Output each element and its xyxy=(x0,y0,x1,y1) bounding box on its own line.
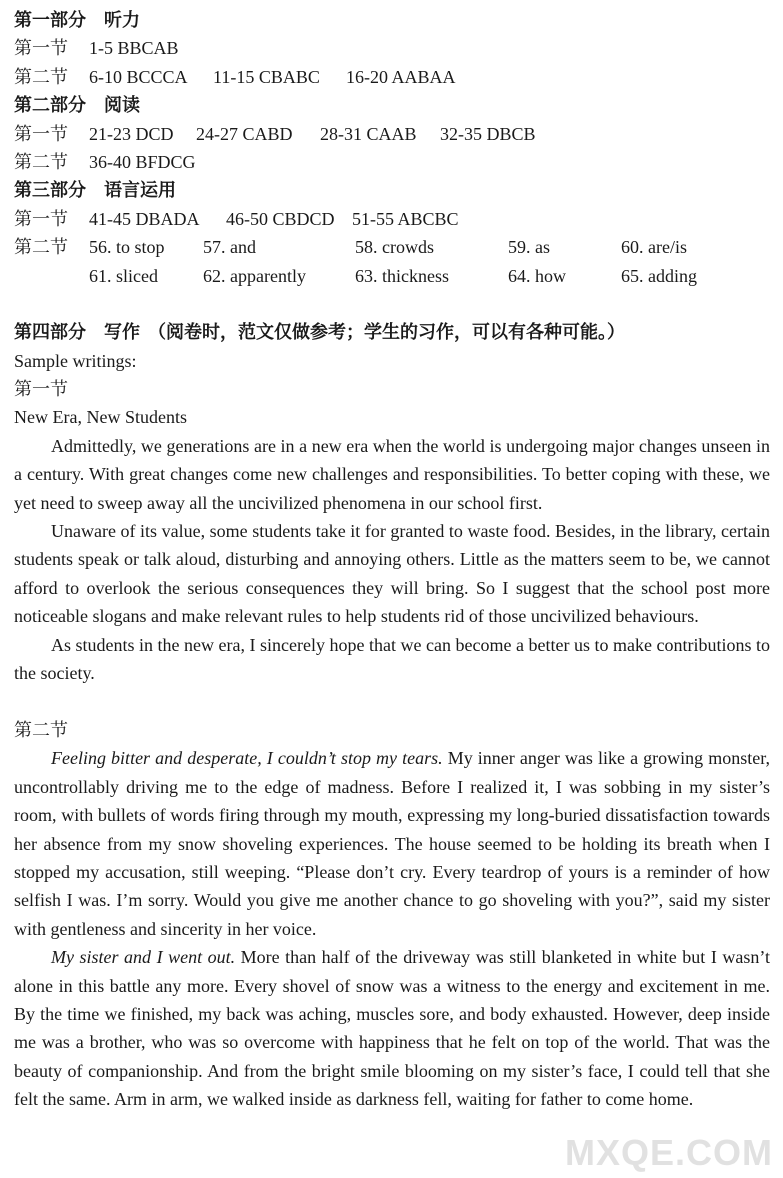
answer-item: 60. are/is xyxy=(621,237,687,258)
answers: 36-40 BFDCG xyxy=(89,151,196,172)
answers: 1-5 BBCAB xyxy=(89,38,179,59)
answer-key-document xyxy=(14,6,770,1114)
watermark-logo: MXQE.COM xyxy=(564,1132,773,1173)
answer-item: 61. sliced xyxy=(89,265,158,286)
essay1-paragraph: As students in the new era, I sincerely hope that we can become a better us to make contributions to the society. xyxy=(14,634,770,684)
spacer xyxy=(14,688,770,716)
part4-title: 第四部分 xyxy=(14,322,86,343)
essay-title: New Era, New Students xyxy=(14,407,187,428)
part1-title: 第一部分 xyxy=(14,10,86,30)
part1-section1 xyxy=(14,34,770,62)
part3-section2-row1 xyxy=(14,233,770,261)
answers: 32-35 DBCB xyxy=(440,123,536,144)
part3-title: 第三部分 xyxy=(14,180,86,201)
part4-section2-label: 第二节 xyxy=(14,719,68,740)
section-label: 第一节 xyxy=(14,38,68,59)
answer-item: 59. as xyxy=(508,237,550,258)
answer-item: 58. crowds xyxy=(355,237,434,258)
part3-name: 语言运用 xyxy=(104,180,176,201)
part1-section2 xyxy=(14,63,770,91)
essay1-paragraph: Unaware of its value, some students take it for granted to waste food. Besides, in the library, certain students speak or talk aloud, disturbing and annoying others. Little as the matters seem to be, we cannot afford to overlook the serious consequences they will bring. So I suggest that the school post more noticeable slogans and make relevant rules to help students rid of those uncivilized behaviours. xyxy=(14,521,770,627)
part2-section2 xyxy=(14,148,770,176)
part4-note: （阅卷时，范文仅做参考；学生的习作，可以有各种可能。） xyxy=(148,322,625,343)
part2-section1 xyxy=(14,120,770,148)
section-label: 第二节 xyxy=(14,237,68,258)
essay2-paragraph xyxy=(14,744,770,943)
spacer xyxy=(14,290,770,318)
answers: 46-50 CBDCD xyxy=(226,208,335,229)
answer-item: 57. and xyxy=(203,237,256,258)
section-label: 第一节 xyxy=(14,208,68,229)
paragraph-lead-sentence: Feeling bitter and desperate, I couldn’t stop my tears. xyxy=(51,748,443,769)
answer-item: 65. adding xyxy=(621,265,697,286)
essay1-paragraph: Admittedly, we generations are in a new era when the world is undergoing major changes unseen in a century. With great changes come new challenges and responsibilities. To better coping with these, we yet need to sweep away all the uncivilized phenomena in our school first. xyxy=(14,435,770,513)
section-label: 第二节 xyxy=(14,151,68,172)
answers: 6-10 BCCCA xyxy=(89,66,188,87)
answers: 21-23 DCD xyxy=(89,123,174,144)
part4-name: 写作 xyxy=(104,322,140,343)
answers: 24-27 CABD xyxy=(196,123,293,144)
paragraph-lead-sentence: My sister and I went out. xyxy=(51,947,236,968)
part4-section1-label: 第一节 xyxy=(14,379,68,400)
paragraph-body: More than half of the driveway was still blanketed in white but I wasn’t alone in this battle any more. Every shovel of snow was a witness to the energy and excitement in me. By the time we finished, my back was aching, muscles sore, and body exhausted. However, deep inside me was a brother, who was so overcome with happiness that he felt on top of the world. That was the beauty of companionship. And from the bright smile blooming on my sister’s face, I could tell that she felt the same. Arm in arm, we walked inside as darkness fell, waiting for father to come home. xyxy=(14,947,770,1110)
answers: 41-45 DBADA xyxy=(89,208,200,229)
part4-heading xyxy=(14,318,770,346)
part2-heading xyxy=(14,91,770,119)
answers: 28-31 CAAB xyxy=(320,123,417,144)
part1-heading xyxy=(14,6,770,34)
answer-item: 63. thickness xyxy=(355,265,449,286)
answers: 11-15 CBABC xyxy=(213,66,320,87)
section-label: 第一节 xyxy=(14,123,68,144)
essay2-paragraph xyxy=(14,943,770,1113)
answers: 51-55 ABCBC xyxy=(352,208,459,229)
sample-label: Sample writings: xyxy=(14,350,137,371)
section-label: 第二节 xyxy=(14,66,68,87)
answer-item: 64. how xyxy=(508,265,566,286)
part3-section1 xyxy=(14,205,770,233)
part1-name: 听力 xyxy=(104,10,140,30)
answer-item: 62. apparently xyxy=(203,265,306,286)
part2-name: 阅读 xyxy=(104,95,140,116)
part3-section2-row2 xyxy=(14,262,770,290)
paragraph-body: My inner anger was like a growing monster, uncontrollably driving me to the edge of madness. Before I realized it, I was sobbing in my sister’s room, with bullets of words firing through my mouth, expressing my long-buried dissatisfaction towards her absence from my snow shoveling experiences. The house seemed to be holding its breath when I stopped my accusation, still weeping. “Please don’t cry. Every teardrop of yours is a reminder of how selfish I was. I’m sorry. Would you give me another chance to go shoveling with you?”, said my sister with gentleness and sincerity in her voice. xyxy=(14,748,770,939)
part2-title: 第二部分 xyxy=(14,95,86,116)
part3-heading xyxy=(14,176,770,204)
answers: 16-20 AABAA xyxy=(346,66,456,87)
answer-item: 56. to stop xyxy=(89,237,165,258)
